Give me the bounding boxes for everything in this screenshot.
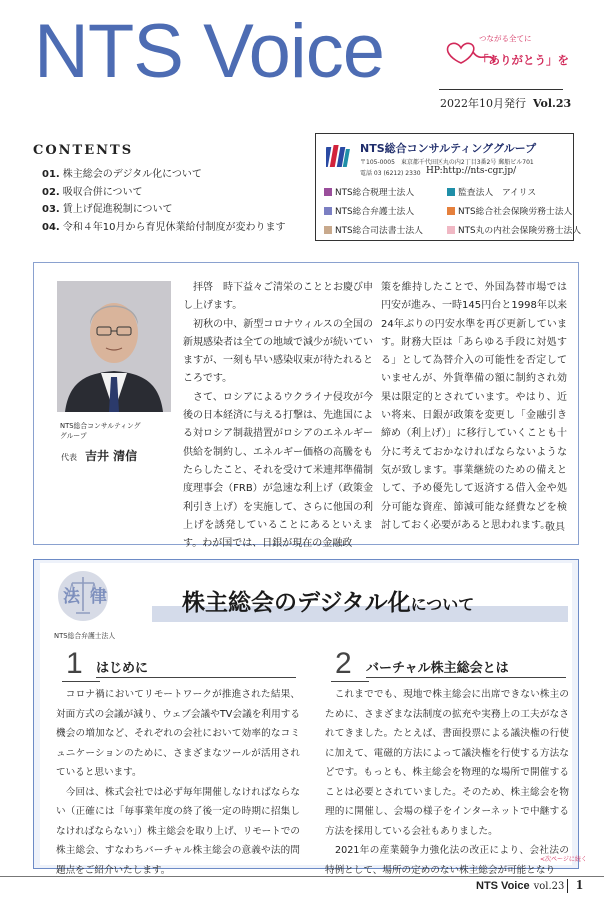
newsletter-logo: NTS Voice [34,9,385,94]
firm-item [447,185,536,198]
greeting-text-column-2: 策を維持したことで、外国為替市場では円安が進み、一時145円台と1998年以来24年ぶりの円安水準を再び更新しています。財務大臣は「あらゆる手段に対処する」として為替介入の可能性を否定していませんが、外貨準備の額に制約され効果は限定的とされています。やはり、近い将来、日銀が政策を変更し「金融引き締め（利上げ）」に移行していくことも十分に考えておかなければならないような気が致します。事業継続のための備えとして、予め優先して返済する借入金や処分可能な資産、節減可能な経費などを検討しておく必要があると思われます。 [381,282,567,531]
greeting-closing: 敬具 [545,522,565,533]
company-website-link[interactable]: HP:http://nts-cgr.jp/ [426,166,517,176]
firm-name: NTS総合社会保険労務士法人 [458,207,573,217]
contents-item-number: 03. [42,204,60,215]
firm-color-square-icon [324,188,332,196]
issue-volume: Vol.23 [533,97,572,110]
contents-item-title: 吸収合併について [62,186,143,198]
firm-item [324,185,414,198]
firm-name: NTS丸の内社会保険労務士法人 [458,226,582,236]
representative-organization: NTS総合コンサルティング グループ [60,422,141,440]
continued-next-page-link[interactable]: <次ページに続く [540,856,587,863]
page-number: 1 [576,878,583,893]
firm-color-square-icon [324,226,332,234]
footer-separator [567,879,568,893]
nts-logo-icon [326,143,352,169]
section-heading: はじめに [96,661,149,676]
representative-photo [57,281,171,412]
contents-item-number: 04. [42,221,60,233]
footer-divider [0,876,604,877]
contents-item[interactable] [42,219,285,237]
contents-list [42,166,285,236]
tagline-small: つながる全てに [479,34,532,43]
section-heading-underline [96,677,296,678]
representative-name-line [61,447,137,464]
issue-date: 2022年10月発行 [440,97,526,110]
firm-item [447,204,572,217]
firm-item [324,223,423,236]
company-info-box [315,133,582,241]
category-label: 法律 [63,587,117,607]
firm-color-square-icon [447,188,455,196]
company-phone: 電話 03 (6212) 2330 [360,170,421,177]
representative-name: 吉井 清信 [85,449,138,463]
firm-name: NTS総合弁護士法人 [335,207,415,217]
contents-item-title: 株主総会のデジタル化について [62,169,202,180]
firm-name: NTS総合司法書士法人 [335,226,423,236]
section-number: 1 [66,647,83,680]
footer-label [476,880,564,892]
section-number-underline [62,681,100,682]
footer-title: NTS Voice [476,880,530,892]
section-number: 2 [335,647,352,680]
section-number-underline [331,681,369,682]
article-title-tail: について [410,595,475,614]
firm-color-square-icon [447,226,455,234]
firm-color-square-icon [447,207,455,215]
contents-item-number: 01. [42,169,60,180]
greeting-text-column-1: 拝啓 時下益々ご清栄のこととお慶び申し上げます。 初秋の中、新型コロナウィルスの全国の新規感染者は全ての地域で減少が続いていますが、一刻も早い感染収束が待たれるところです。 さて、ロシアによるウクライナ侵攻が今後の日本経済に与える打撃は、先進国による対ロシア制裁措置がロシアのエネルギー供給を制約し、エネルギー価格の高騰をもたらしたこと、それを受けて米連邦準備制度理事会（FRB）が急速な利上げ（政策金利引き上げ）を実施して、さらに他国の利上げを誘発していることにあるといえます。わが国では、日銀が現在の金融政 [183,282,373,550]
contents-item-number: 02. [42,186,60,198]
article-title [182,584,474,617]
firm-name: 監査法人 アイリス [458,188,537,198]
contents-item[interactable] [42,201,285,219]
section-heading-underline [366,677,566,678]
firm-color-square-icon [324,207,332,215]
issue-info [440,95,571,111]
section-heading: バーチャル株主総会とは [366,661,509,676]
section-body: コロナ禍においてリモートワークが推進された結果、対面方式の会議が減り、ウェブ会議やTV会議を利用する機会の増加など、それぞれの会社において効率的なコミュニケーションのために、さまざまなツールが活用されていると思います。 今回は、株式会社では必ず毎年開催しなければならない（正確には「毎事業年度の終了後一定の時期に招集しなければならない」）株主総会を取り上げ、リモートでの株主総会、すなわちバーチャル株主総会の意義や法的問題点をご紹介いたします。 [56,689,300,876]
portrait-illustration [57,281,171,412]
firm-item [447,223,581,236]
contents-item-title: 賃上げ促進税制について [62,204,173,215]
contents-heading: CONTENTS [33,143,134,158]
section-body: これまででも、現地で株主総会に出席できない株主のために、さまざまな法制度の拡充や実務上の工夫がなされてきました。たとえば、書面投票による議決権の行使に加えて、電磁的方法によって議決権を行使する方法などです。もっとも、株主総会を物理的な場所で開催することは必要とされていました。そのため、株主総会を物理的に開催し、会場の様子をインターネットで中継する方法を採用している会社もありました。 2021年の産業競争力強化法の改正により、会社法の特例として、場所の定めのない株主総会が可能となり [325,689,569,876]
representative-title: 代表 [61,453,77,462]
contents-item-title: 令和４年10月から育児休業給付制度が変わります [62,221,286,233]
contents-item[interactable] [42,184,285,202]
contents-item[interactable] [42,166,285,184]
article-title-main: 株主総会のデジタル化 [182,590,411,616]
header-divider [439,89,563,90]
footer-volume: vol.23 [533,881,565,892]
firm-name: NTS総合税理士法人 [335,188,415,198]
tagline-big: 「ありがとう」を [477,53,569,67]
category-firm: NTS総合弁護士法人 [54,632,116,640]
company-address: 〒105-0005 東京都千代田区丸の内2丁目3番2号 郵船ビル701 [360,159,534,166]
firm-item [324,204,414,217]
company-name: NTS総合コンサルティンググループ [360,142,537,155]
